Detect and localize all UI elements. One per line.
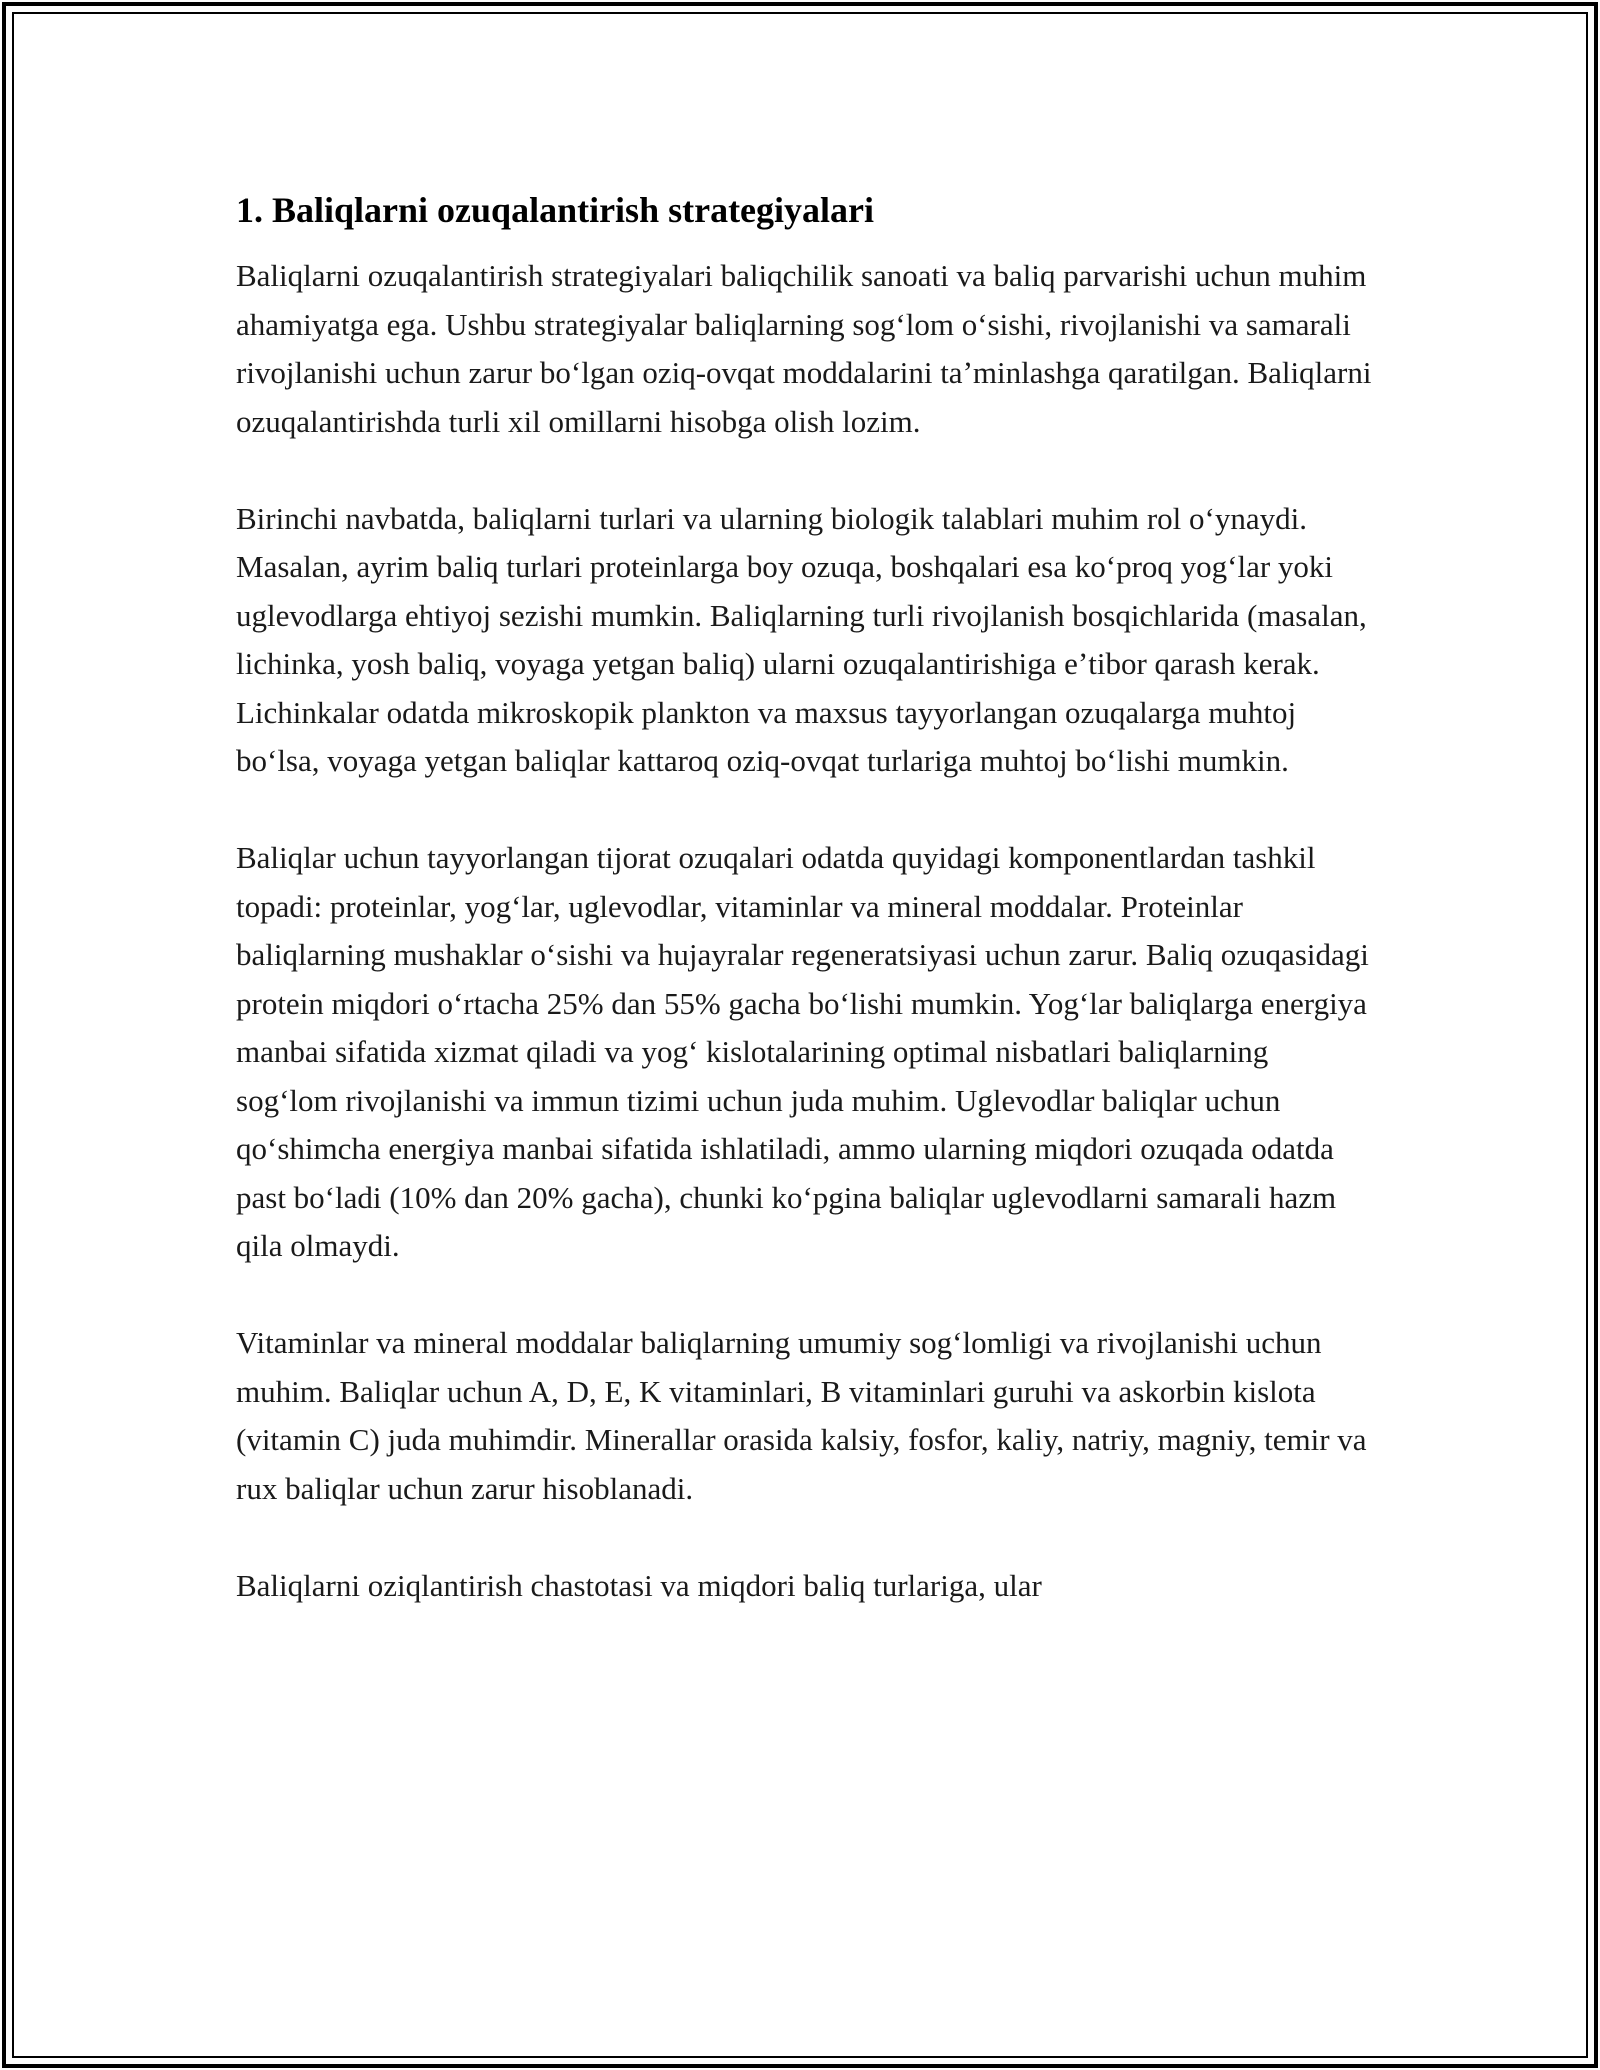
document-body (236, 186, 1376, 1659)
paragraph-3: Baliqlar uchun tayyorlangan tijorat ozuqalari odatda quyidagi komponentlardan tashkil topadi: proteinlar, yogʻlar, uglevodlar, vitaminlar va mineral moddalar. Proteinlar baliqlarning mushaklar oʻsishi va hujayralar regeneratsiyasi uchun zarur. Baliq ozuqasidagi protein miqdori oʻrtacha 25% dan 55% gacha boʻlishi mumkin. Yogʻlar baliqlarga energiya manbai sifatida xizmat qiladi va yogʻ kislotalarining optimal nisbatlari baliqlarning sogʻlom rivojlanishi va immun tizimi uchun juda muhim. Uglevodlar baliqlar uchun qoʻshimcha energiya manbai sifatida ishlatiladi, ammo ularning miqdori ozuqada odatda past boʻladi (10% dan 20% gacha), chunki koʻpgina baliqlar uglevodlarni samarali hazm qila olmaydi. (236, 840, 1369, 1263)
section-heading: 1. Baliqlarni ozuqalantirish strategiyalari (236, 190, 875, 230)
paragraph-4: Vitaminlar va mineral moddalar baliqlarning umumiy sogʻlomligi va rivojlanishi uchun muhim. Baliqlar uchun A, D, E, K vitaminlari, B vitaminlari guruhi va askorbin kislota (vitamin C) juda muhimdir. Minerallar orasida kalsiy, fosfor, kaliy, natriy, magniy, temir va rux baliqlar uchun zarur hisoblanadi. (236, 1325, 1367, 1506)
paragraph-1: Baliqlarni ozuqalantirish strategiyalari baliqchilik sanoati va baliq parvarishi uchun muhim ahamiyatga ega. Ushbu strategiyalar baliqlarning sogʻlom oʻsishi, rivojlanishi va samarali rivojlanishi uchun zarur boʻlgan oziq-ovqat moddalarini taʼminlashga qaratilgan. Baliqlarni ozuqalantirishda turli xil omillarni hisobga olish lozim. (236, 258, 1372, 439)
paragraph-2: Birinchi navbatda, baliqlarni turlari va ularning biologik talablari muhim rol oʻynaydi. Masalan, ayrim baliq turlari proteinlarga boy ozuqa, boshqalari esa koʻproq yogʻlar yoki uglevodlarga ehtiyoj sezishi mumkin. Baliqlarning turli rivojlanish bosqichlarida (masalan, lichinka, yosh baliq, voyaga yetgan baliq) ularni ozuqalantirishiga eʼtibor qarash kerak. Lichinkalar odatda mikroskopik plankton va maxsus tayyorlangan ozuqalarga muhtoj boʻlsa, voyaga yetgan baliqlar kattaroq oziq-ovqat turlariga muhtoj boʻlishi mumkin. (236, 500, 1367, 778)
paragraph-5: Baliqlarni oziqlantirish chastotasi va miqdori baliq turlariga, ular (236, 1567, 1042, 1603)
